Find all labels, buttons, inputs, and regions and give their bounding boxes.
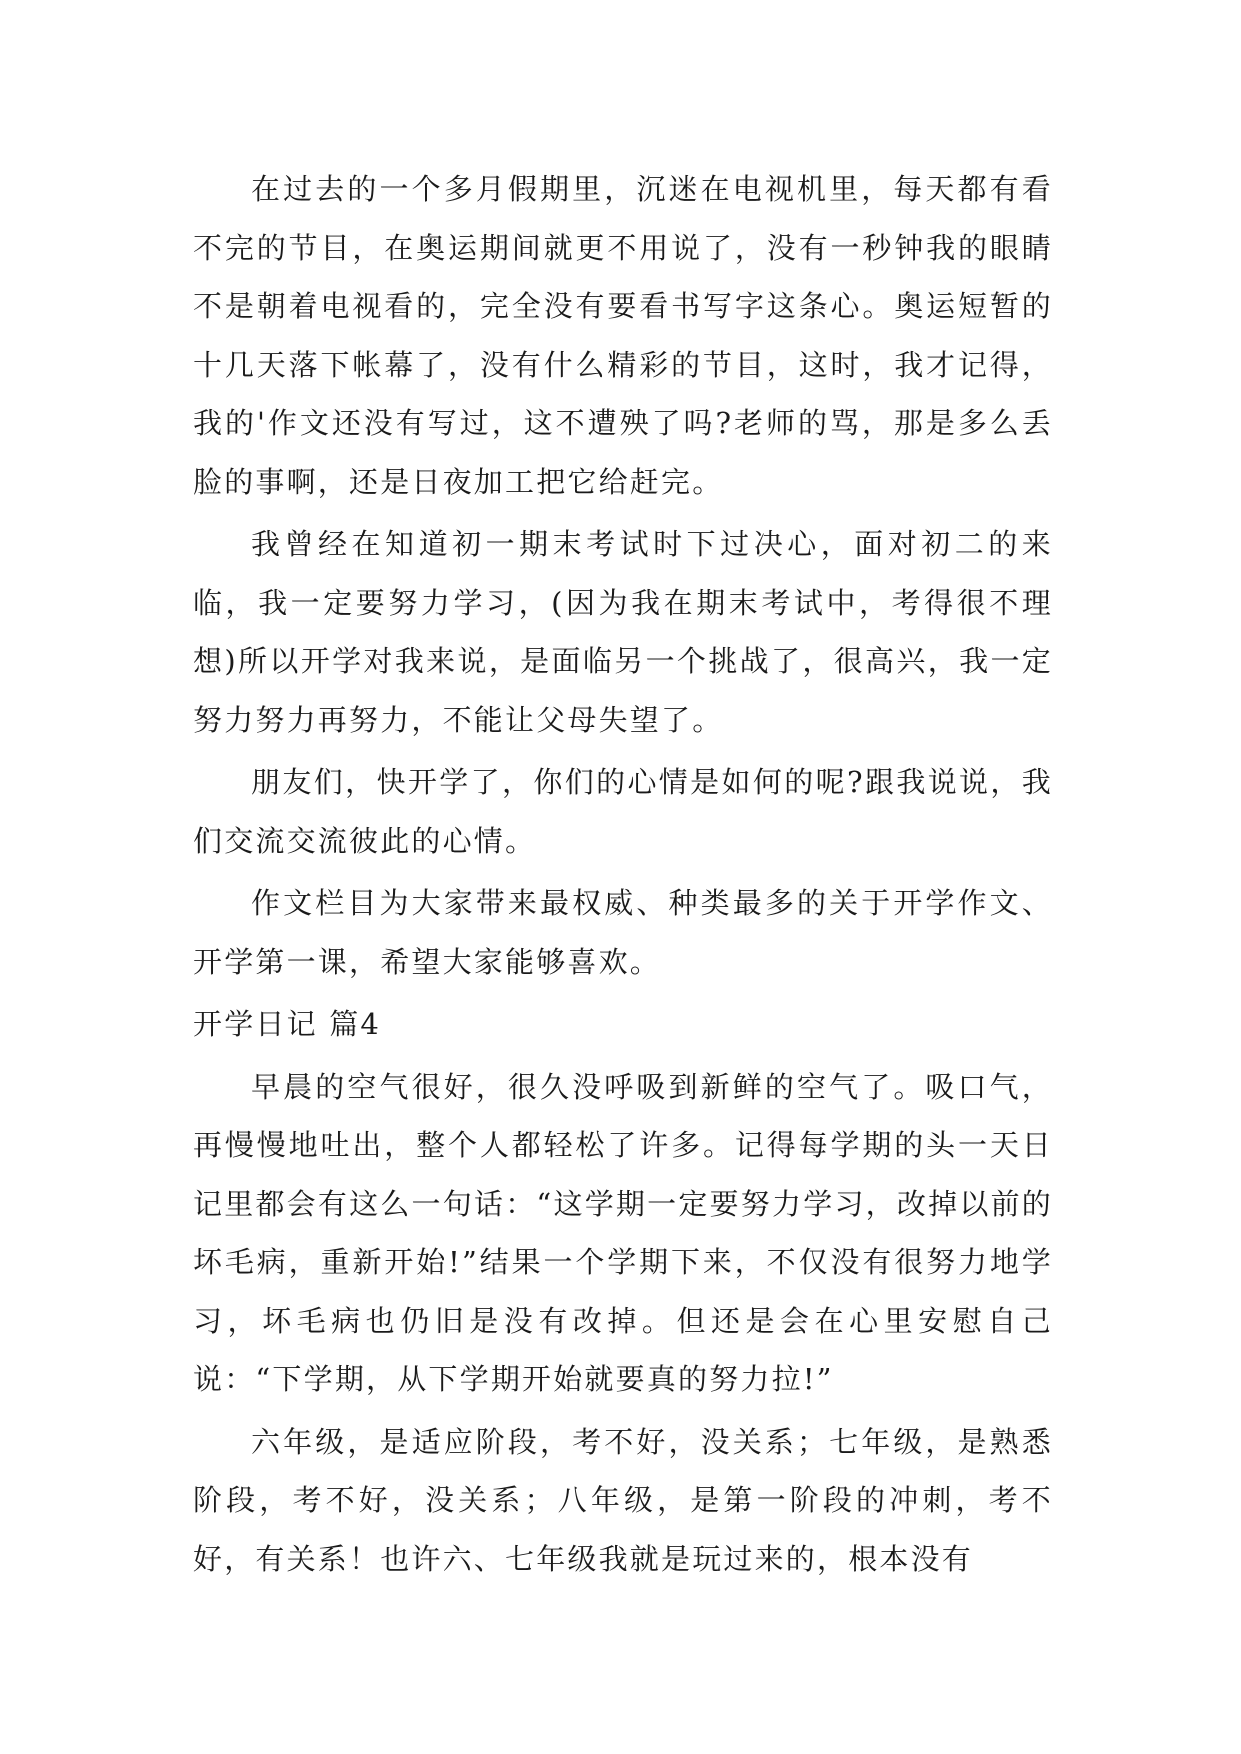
paragraph-4: 作文栏目为大家带来最权威、种类最多的关于开学作文、开学第一课，希望大家能够喜欢。 [193,886,1053,979]
paragraph-6: 六年级，是适应阶段，考不好，没关系；七年级，是熟悉阶段，考不好，没关系；八年级，是第一阶段的冲刺，考不好，有关系！也许六、七年级我就是玩过来的，根本没有 [193,1424,1053,1576]
paragraph-2: 我曾经在知道初一期末考试时下过决心，面对初二的来临，我一定要努力学习，(因为我在期末考试中，考得很不理想)所以开学对我来说，是面临另一个挑战了，很高兴，我一定努力努力再努力，不能让父母失望了。 [193,527,1053,737]
paragraph-1: 在过去的一个多月假期里，沉迷在电视机里，每天都有看不完的节目，在奥运期间就更不用说了，没有一秒钟我的眼睛不是朝着电视看的，完全没有要看书写字这条心。奥运短暂的十几天落下帐幕了，没有什么精彩的节目，这时，我才记得，我的'作文还没有写过，这不遭殃了吗?老师的骂，那是多么丢脸的事啊，还是日夜加工把它给赶完。 [193,172,1053,499]
paragraph-5: 早晨的空气很好，很久没呼吸到新鲜的空气了。吸口气，再慢慢地吐出，整个人都轻松了许多。记得每学期的头一天日记里都会有这么一句话：“这学期一定要努力学习，改掉以前的坏毛病，重新开始!”结果一个学期下来，不仅没有很努力地学习，坏毛病也仍旧是没有改掉。但还是会在心里安慰自己说：“下学期，从下学期开始就要真的努力拉!” [193,1069,1053,1396]
document-body [193,160,1053,1592]
section-heading: 开学日记 篇4 [193,1007,382,1041]
paragraph-3: 朋友们，快开学了，你们的心情是如何的呢?跟我说说，我们交流交流彼此的心情。 [193,765,1053,858]
